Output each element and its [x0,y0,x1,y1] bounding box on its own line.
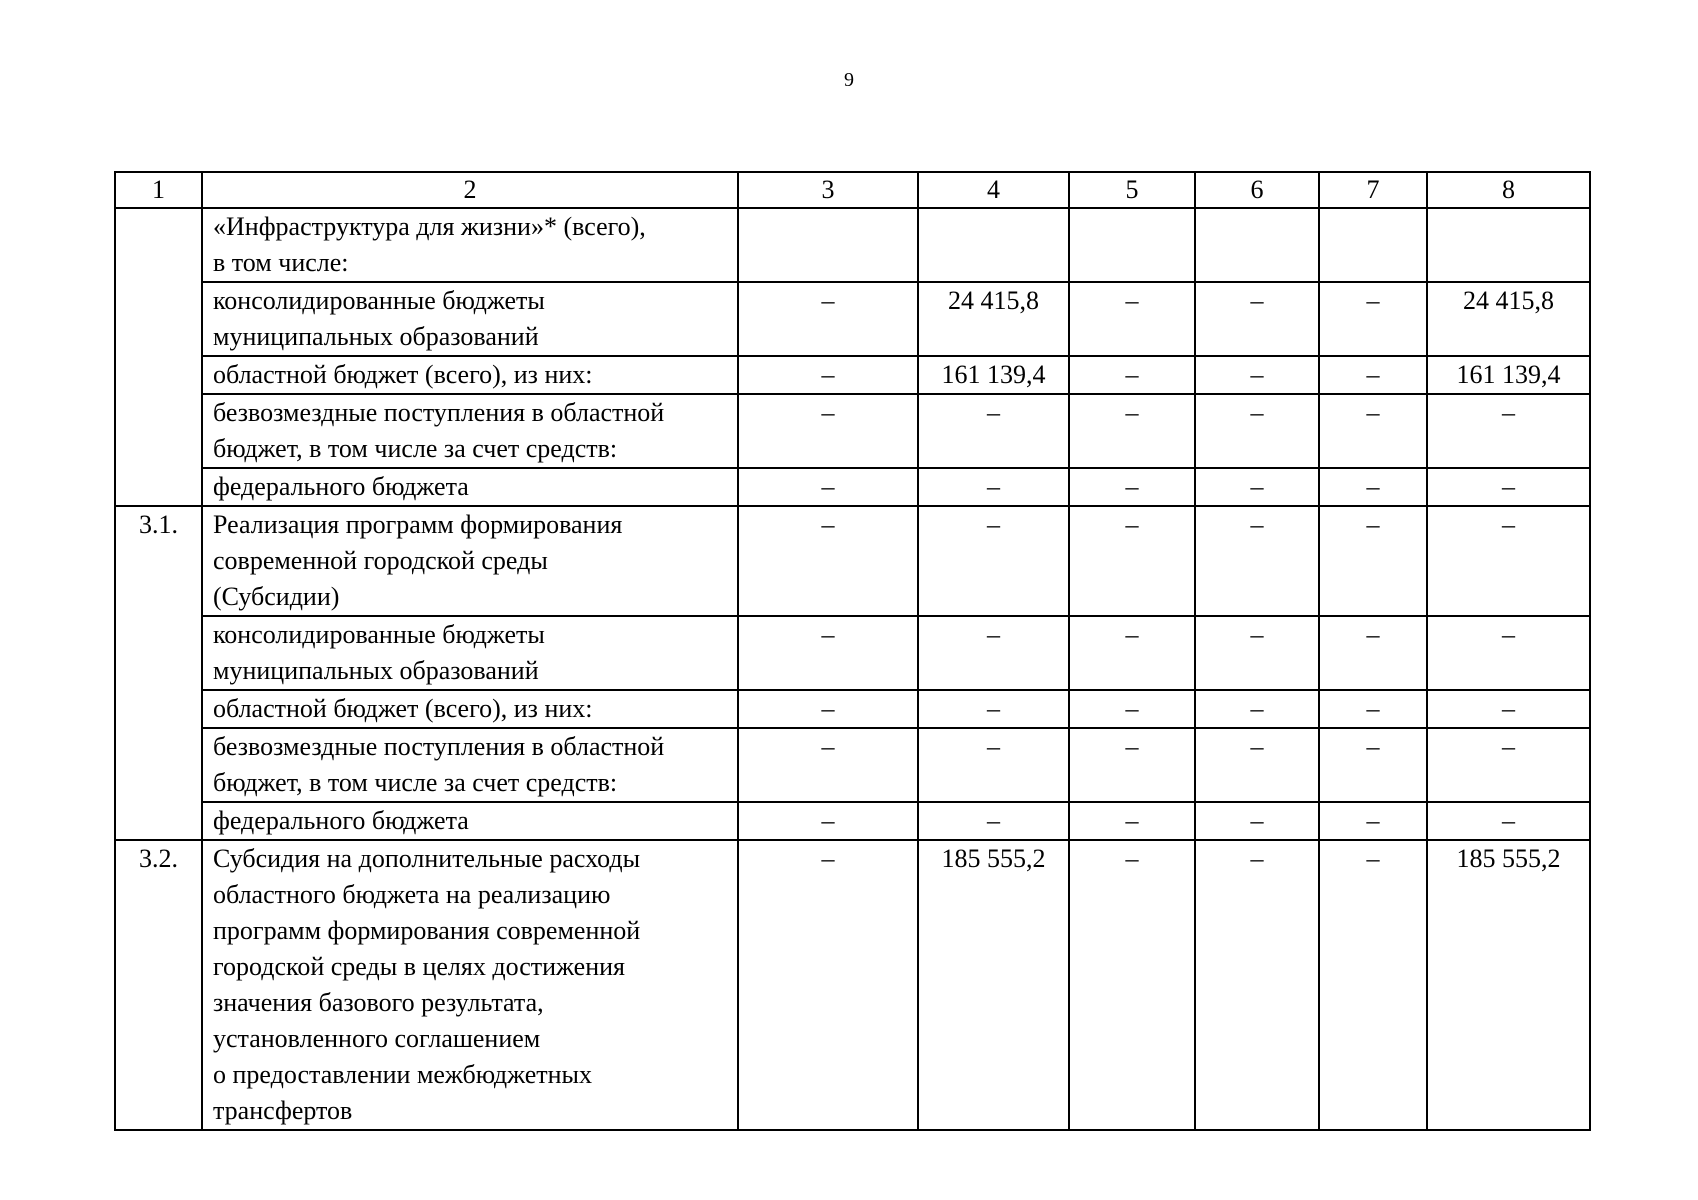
value-cell: – [1319,506,1427,616]
value-cell: – [1069,616,1195,690]
column-header: 2 [202,172,738,208]
value-cell: – [1319,356,1427,394]
value-cell: – [1069,802,1195,840]
value-cell: – [1319,840,1427,1130]
budget-table [114,171,1591,1131]
value-cell: – [738,802,918,840]
value-cell: – [1319,468,1427,506]
value-cell: – [1319,728,1427,802]
table-header-row [115,172,1590,208]
value-cell: – [918,690,1069,728]
column-header: 1 [115,172,202,208]
value-cell: – [738,728,918,802]
row-label: областной бюджет (всего), из них: [202,356,738,394]
value-cell: – [1195,840,1319,1130]
column-header: 7 [1319,172,1427,208]
table-row [115,506,1590,616]
column-header: 8 [1427,172,1590,208]
row-label: Реализация программ формирования современной городской среды (Субсидии) [202,506,738,616]
row-label: «Инфраструктура для жизни»* (всего), в том числе: [202,208,738,282]
value-cell: – [1195,468,1319,506]
value-cell: – [918,802,1069,840]
value-cell: – [1427,394,1590,468]
value-cell: – [738,840,918,1130]
value-cell: – [1319,616,1427,690]
value-cell: – [1069,468,1195,506]
value-cell: – [1069,282,1195,356]
value-cell: – [1069,690,1195,728]
table-row [115,728,1590,802]
value-cell: 185 555,2 [918,840,1069,1130]
value-cell: – [918,468,1069,506]
row-label: Субсидия на дополнительные расходы областного бюджета на реализацию программ формирования современной городской среды в целях достижения значения базового результата, установленного соглашением о предоставлении межбюджетных трансфертов [202,840,738,1130]
value-cell: – [1195,506,1319,616]
value-cell: – [1195,282,1319,356]
row-label: консолидированные бюджеты муниципальных образований [202,616,738,690]
value-cell: – [1195,356,1319,394]
value-cell: – [918,394,1069,468]
row-number: 3.1. [115,506,202,840]
value-cell: – [918,616,1069,690]
value-cell: – [918,506,1069,616]
value-cell: – [1069,394,1195,468]
value-cell [1427,208,1590,282]
row-label: безвозмездные поступления в областной бюджет, в том числе за счет средств: [202,728,738,802]
value-cell: – [738,394,918,468]
row-label: безвозмездные поступления в областной бюджет, в том числе за счет средств: [202,394,738,468]
table-row [115,356,1590,394]
column-header: 6 [1195,172,1319,208]
value-cell: – [1427,616,1590,690]
row-number [115,208,202,506]
value-cell: – [738,468,918,506]
value-cell: – [1427,690,1590,728]
value-cell: – [1319,282,1427,356]
row-label: областной бюджет (всего), из них: [202,690,738,728]
table-row [115,690,1590,728]
value-cell [918,208,1069,282]
value-cell: – [1069,728,1195,802]
table-row [115,802,1590,840]
value-cell: – [1427,802,1590,840]
value-cell: – [1195,394,1319,468]
table-row [115,282,1590,356]
value-cell: – [738,616,918,690]
value-cell: – [738,506,918,616]
value-cell [1195,208,1319,282]
column-header: 5 [1069,172,1195,208]
value-cell: – [1195,728,1319,802]
column-header: 3 [738,172,918,208]
value-cell: – [918,728,1069,802]
value-cell: 161 139,4 [1427,356,1590,394]
table-row [115,208,1590,282]
value-cell: – [1195,616,1319,690]
table-row [115,468,1590,506]
table-row [115,616,1590,690]
value-cell: – [738,690,918,728]
value-cell: – [1069,506,1195,616]
value-cell: 185 555,2 [1427,840,1590,1130]
table-row [115,840,1590,1130]
value-cell: – [1319,802,1427,840]
value-cell: – [1319,394,1427,468]
row-label: консолидированные бюджеты муниципальных образований [202,282,738,356]
value-cell: – [1427,728,1590,802]
value-cell: 161 139,4 [918,356,1069,394]
value-cell: – [1427,506,1590,616]
row-label: федерального бюджета [202,802,738,840]
value-cell [738,208,918,282]
value-cell: 24 415,8 [1427,282,1590,356]
value-cell: – [1427,468,1590,506]
value-cell: – [1069,840,1195,1130]
page-number: 9 [844,69,854,91]
value-cell: – [1195,690,1319,728]
row-label: федерального бюджета [202,468,738,506]
table-row [115,394,1590,468]
row-number: 3.2. [115,840,202,1130]
value-cell: – [738,282,918,356]
value-cell: – [738,356,918,394]
value-cell: 24 415,8 [918,282,1069,356]
value-cell: – [1319,690,1427,728]
value-cell: – [1069,356,1195,394]
value-cell [1069,208,1195,282]
value-cell: – [1195,802,1319,840]
value-cell [1319,208,1427,282]
column-header: 4 [918,172,1069,208]
